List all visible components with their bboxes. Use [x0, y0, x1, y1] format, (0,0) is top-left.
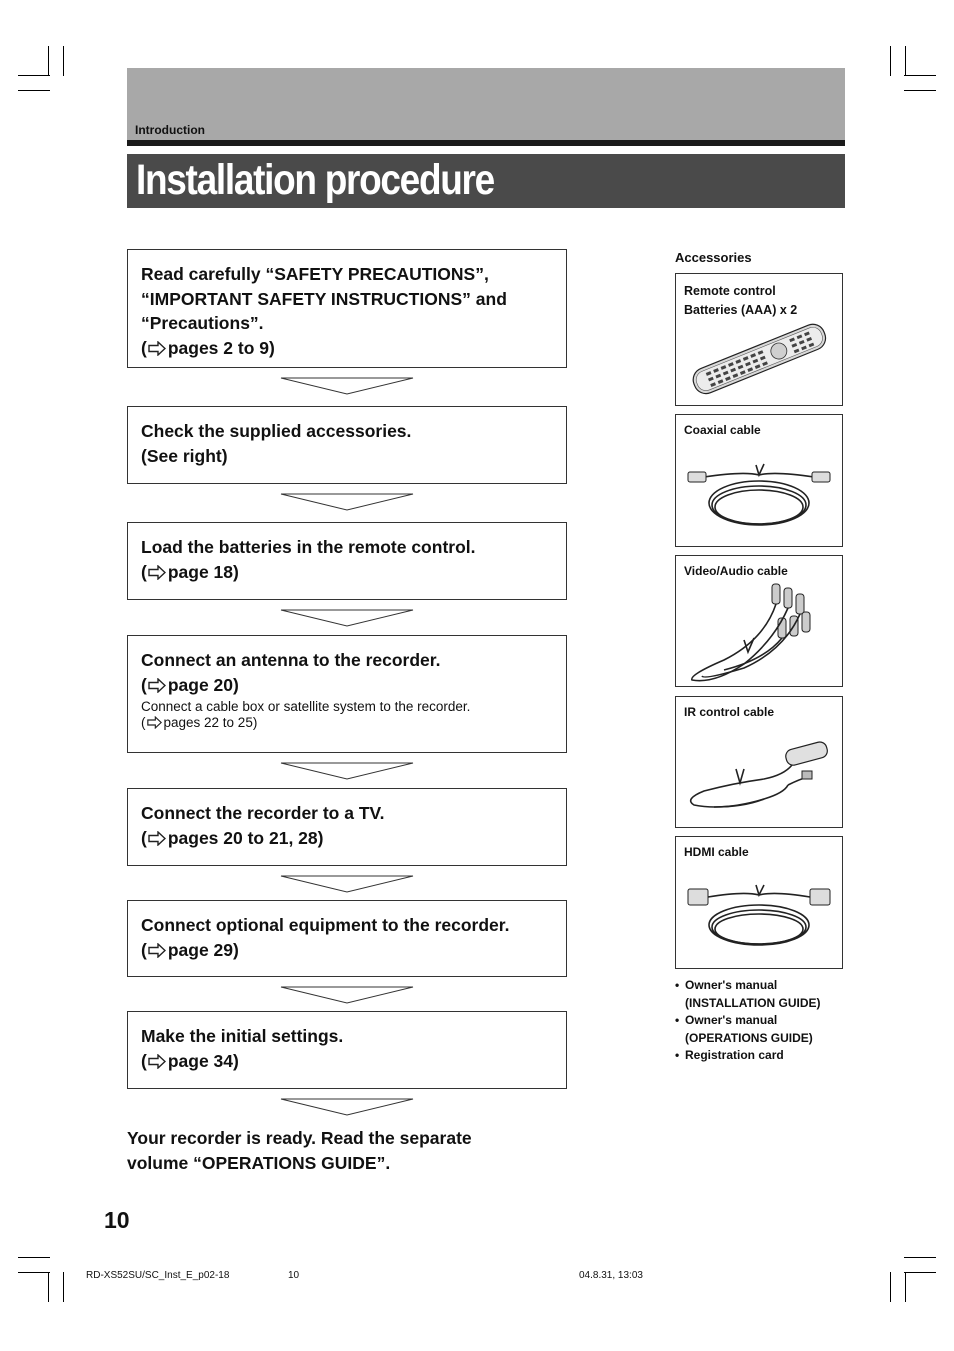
header-band: [127, 68, 845, 140]
accessory-name: Video/Audio cable: [684, 564, 788, 578]
document-subtitle: (OPERATIONS GUIDE): [685, 1030, 813, 1045]
step-text: Load the batteries in the remote control.: [141, 537, 476, 557]
accessories-title: Accessories: [675, 250, 752, 265]
page-reference-icon: [148, 565, 166, 580]
document-name: • Owner's manual: [685, 978, 778, 992]
page-reference-icon: [148, 341, 166, 356]
document-subtitle: (INSTALLATION GUIDE): [685, 995, 821, 1010]
ready-line: volume “OPERATIONS GUIDE”.: [127, 1152, 391, 1173]
step-reference: [141, 673, 553, 698]
step-text: Connect optional equipment to the recorder.: [141, 915, 510, 935]
reference-pages: pages 2 to 9): [167, 337, 275, 358]
step-text: “IMPORTANT SAFETY INSTRUCTIONS” and: [141, 288, 507, 309]
step-reference: [141, 938, 553, 963]
page-title: Installation procedure: [136, 156, 494, 204]
step-box-batteries: [127, 522, 567, 600]
ready-message: [127, 1126, 472, 1175]
step-text: “Precautions”.: [141, 313, 264, 333]
list-item: [675, 1012, 821, 1047]
step-box-accessories: [127, 406, 567, 484]
page-number: 10: [104, 1207, 130, 1233]
video-audio-cable-icon: [684, 580, 834, 684]
reference-pages: page 34): [167, 1050, 239, 1071]
paren-open: (: [141, 561, 147, 582]
step-box-optional: [127, 900, 567, 977]
accessory-name: Batteries (AAA) x 2: [684, 303, 798, 317]
step-box-safety: [127, 249, 567, 368]
step-text: Check the supplied accessories.: [141, 421, 412, 441]
step-text: Read carefully “SAFETY PRECAUTIONS”,: [141, 264, 489, 284]
step-reference: [141, 560, 553, 585]
step-note-reference: [141, 715, 553, 731]
paren-open: (: [141, 939, 147, 960]
step-box-tv: [127, 788, 567, 866]
paren-open: (: [141, 715, 146, 730]
step-box-initial-settings: [127, 1011, 567, 1089]
accessory-name: IR control cable: [684, 705, 775, 719]
accessory-name: HDMI cable: [684, 845, 749, 859]
reference-pages: page 20): [167, 674, 239, 695]
accessory-coaxial-cable: [675, 414, 843, 547]
section-label: Introduction: [135, 123, 205, 137]
ready-line: Your recorder is ready. Read the separate: [127, 1128, 472, 1148]
down-arrow-icon: [280, 986, 414, 1004]
remote-control-icon: [684, 318, 834, 398]
step-reference: [141, 336, 553, 361]
down-arrow-icon: [280, 762, 414, 780]
page-reference-icon: [148, 1054, 166, 1069]
accessory-ir-control-cable: [675, 696, 843, 828]
step-text: (See right): [141, 445, 228, 466]
footer-page: 10: [288, 1270, 300, 1281]
reference-pages: page 18): [167, 561, 239, 582]
list-item: [675, 1047, 821, 1065]
paren-open: (: [141, 674, 147, 695]
reference-pages: page 29): [167, 939, 239, 960]
step-text: Connect an antenna to the recorder.: [141, 650, 441, 670]
paren-open: (: [141, 827, 147, 848]
accessory-hdmi-cable: [675, 836, 843, 969]
coaxial-cable-icon: [684, 455, 834, 540]
accessory-name: Remote control: [684, 284, 776, 298]
reference-pages: pages 22 to 25): [163, 715, 258, 730]
accessory-label: [684, 282, 797, 320]
header-rule: [127, 140, 845, 146]
accessory-remote-control: [675, 273, 843, 406]
paren-open: (: [141, 1050, 147, 1071]
step-reference: [141, 1049, 553, 1074]
page-reference-icon: [148, 678, 166, 693]
document-list: [675, 977, 821, 1065]
reference-pages: pages 20 to 21, 28): [167, 827, 324, 848]
title-bar: [127, 154, 845, 208]
down-arrow-icon: [280, 493, 414, 511]
step-text: Connect the recorder to a TV.: [141, 803, 385, 823]
page-reference-icon: [147, 716, 162, 729]
down-arrow-icon: [280, 609, 414, 627]
down-arrow-icon: [280, 1098, 414, 1116]
ir-control-cable-icon: [684, 735, 834, 823]
down-arrow-icon: [280, 875, 414, 893]
paren-open: (: [141, 337, 147, 358]
accessory-video-audio-cable: [675, 555, 843, 687]
footer-filename: RD-XS52SU/SC_Inst_E_p02-18: [86, 1270, 230, 1281]
accessory-name: Coaxial cable: [684, 423, 761, 437]
hdmi-cable-icon: [684, 877, 834, 962]
step-note: Connect a cable box or satellite system to the recorder.: [141, 699, 471, 714]
list-item: [675, 977, 821, 1012]
document-name: • Registration card: [685, 1048, 784, 1062]
document-name: • Owner's manual: [685, 1013, 778, 1027]
page-reference-icon: [148, 943, 166, 958]
step-text: Make the initial settings.: [141, 1026, 344, 1046]
step-box-antenna: [127, 635, 567, 753]
footer-date: 04.8.31, 13:03: [579, 1270, 643, 1281]
down-arrow-icon: [280, 377, 414, 395]
page-reference-icon: [148, 831, 166, 846]
step-reference: [141, 826, 553, 851]
